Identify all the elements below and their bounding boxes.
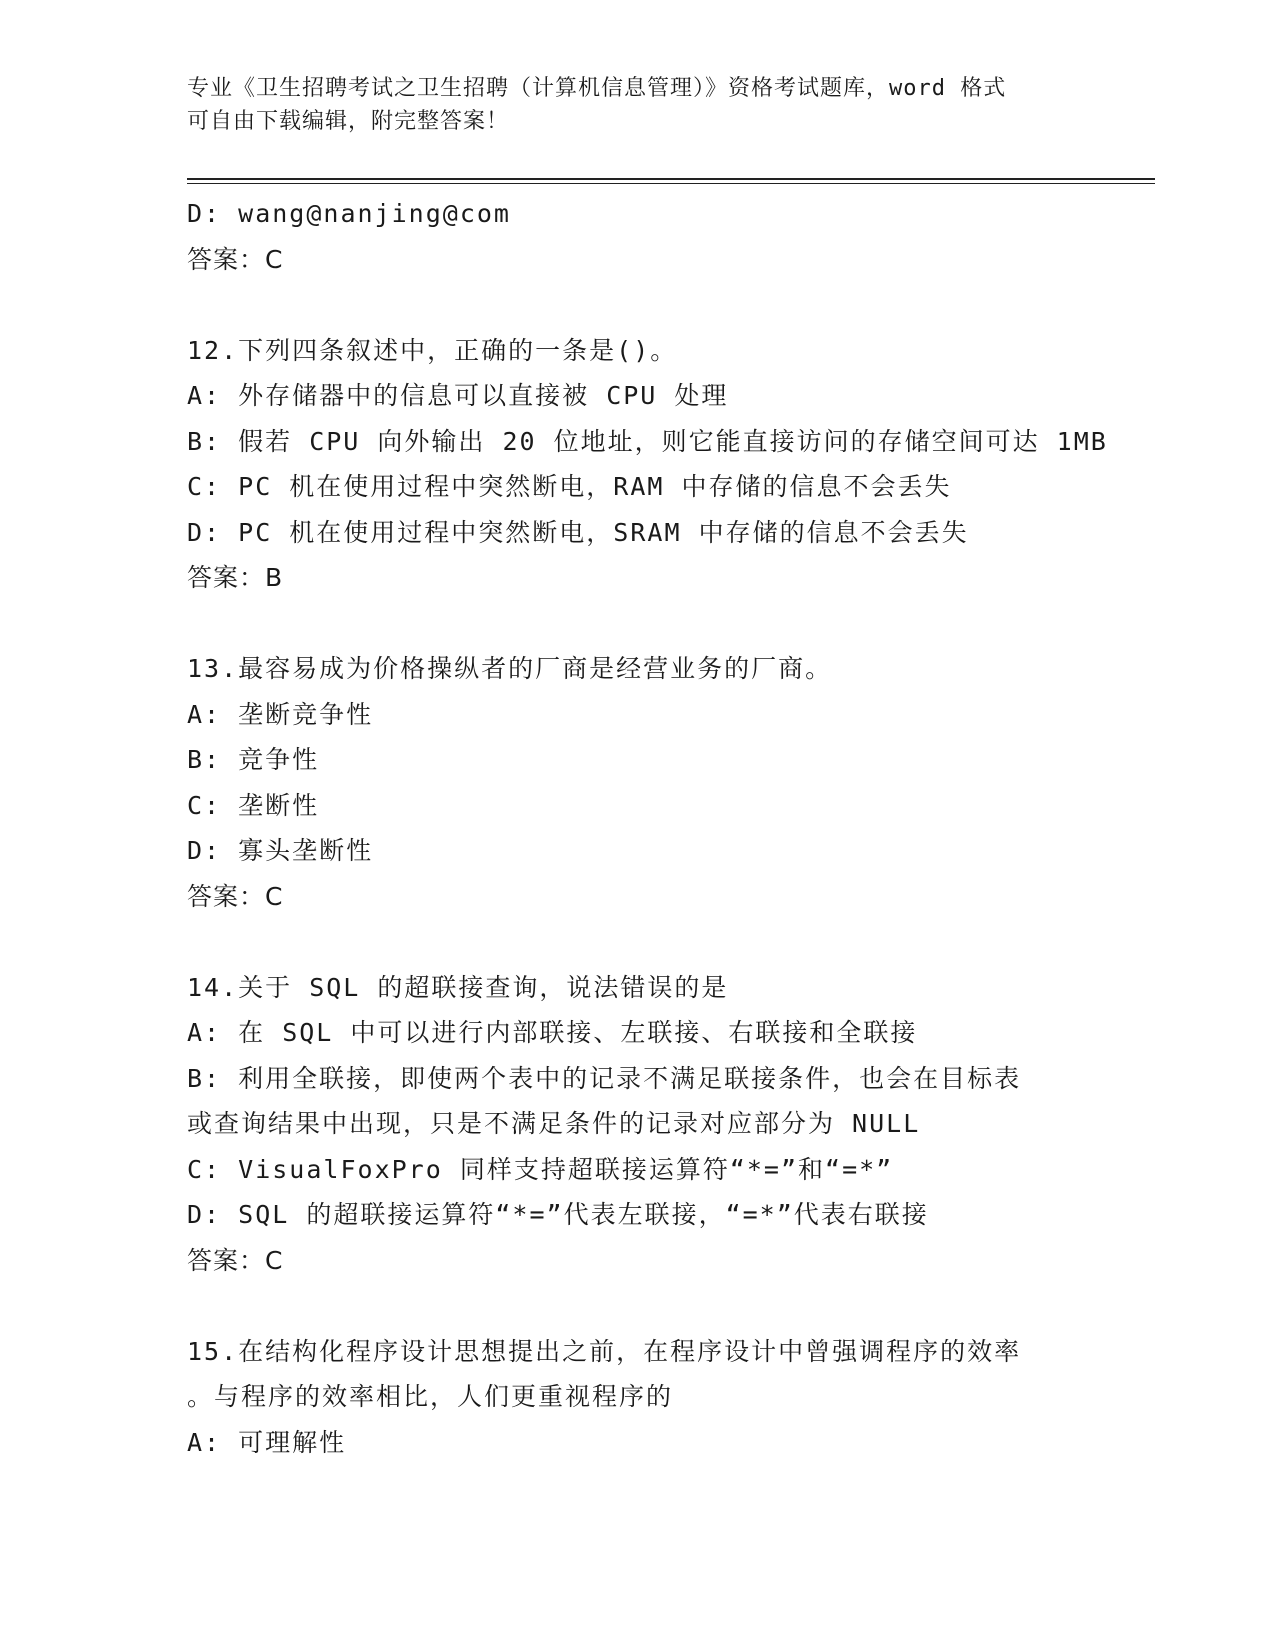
option-b: B: 假若 CPU 向外输出 20 位地址，则它能直接访问的存储空间可达 1MB <box>187 426 1108 456</box>
answer: 答案：C <box>187 881 284 911</box>
question-14 <box>187 965 1107 1284</box>
question-15 <box>187 1329 1107 1466</box>
answer: 答案：C <box>187 1245 284 1275</box>
question-stem: 15.在结构化程序设计思想提出之前，在程序设计中曾强调程序的效率 <box>187 1336 1022 1366</box>
document-header <box>187 72 1087 138</box>
option-b: B: 利用全联接，即使两个表中的记录不满足联接条件，也会在目标表 <box>187 1063 1022 1093</box>
option-a: A: 在 SQL 中可以进行内部联接、左联接、右联接和全联接 <box>187 1018 918 1047</box>
answer: 答案：C <box>187 244 284 274</box>
header-divider-thin <box>187 183 1155 184</box>
question-11-tail <box>187 191 1107 282</box>
option-a: A: 垄断竞争性 <box>187 699 374 729</box>
option-b: B: 竞争性 <box>187 745 320 774</box>
option-c: C: PC 机在使用过程中突然断电，RAM 中存储的信息不会丢失 <box>187 472 952 501</box>
option-a: A: 可理解性 <box>187 1427 347 1457</box>
header-divider-thick <box>187 178 1155 180</box>
question-13 <box>187 646 1107 919</box>
answer: 答案：B <box>187 563 284 592</box>
option-d: D: 寡头垄断性 <box>187 836 374 865</box>
question-12 <box>187 328 1107 601</box>
option-b-continued: 或查询结果中出现，只是不满足条件的记录对应部分为 NULL <box>187 1109 921 1138</box>
option-c: C: 垄断性 <box>187 790 320 820</box>
option-d: D: wang@nanjing@com <box>187 199 511 228</box>
question-stem: 13.最容易成为价格操纵者的厂商是经营业务的厂商。 <box>187 654 833 683</box>
option-a: A: 外存储器中的信息可以直接被 CPU 处理 <box>187 381 729 410</box>
header-line-2: 可自由下载编辑，附完整答案！ <box>187 109 510 134</box>
question-stem-continued: 。与程序的效率相比，人们更重视程序的 <box>187 1382 674 1411</box>
option-c: C: VisualFoxPro 同样支持超联接运算符“*=”和“=*” <box>187 1154 894 1184</box>
question-stem: 14.关于 SQL 的超联接查询，说法错误的是 <box>187 972 729 1002</box>
header-line-1: 专业《卫生招聘考试之卫生招聘（计算机信息管理）》资格考试题库，word 格式 <box>187 76 1007 101</box>
option-d: D: PC 机在使用过程中突然断电，SRAM 中存储的信息不会丢失 <box>187 517 969 547</box>
option-d: D: SQL 的超联接运算符“*=”代表左联接，“=*”代表右联接 <box>187 1200 929 1229</box>
document-body <box>187 191 1107 1465</box>
question-stem: 12.下列四条叙述中，正确的一条是()。 <box>187 335 678 365</box>
